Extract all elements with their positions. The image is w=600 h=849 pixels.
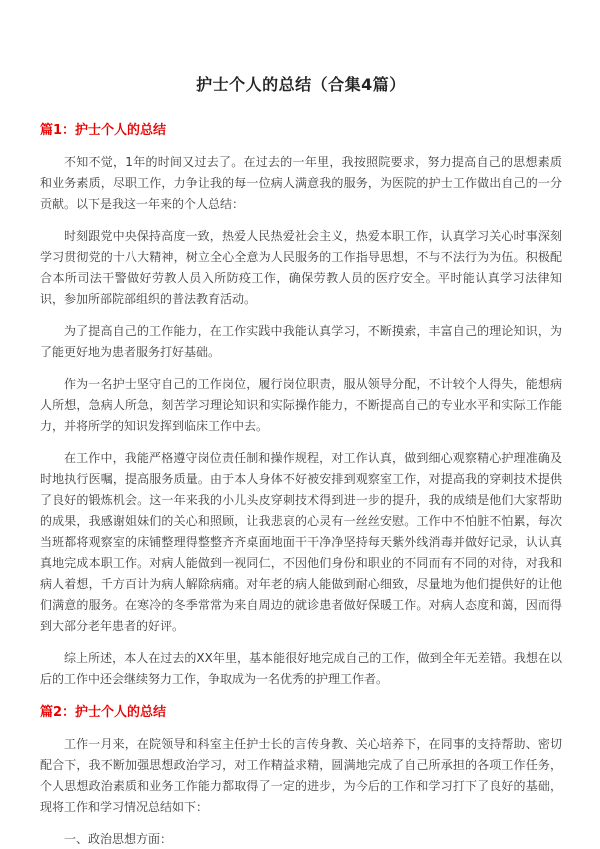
section-2 — [40, 701, 562, 849]
paragraph: 工作一月来，在院领导和科室主任护士长的言传身教、关心培养下，在同事的支持帮助、密切配合下，我不断加强思想政治学习，对工作精益求精，圆满地完成了自己所承担的各项工作任务，个人思想政治素质和业务工作能力都取得了一定的进步，为今后的工作和学习打下了良好的基础，现将工作和学习情况总结如下： — [40, 737, 562, 814]
paragraph: 不知不觉，1年的时间又过去了。在过去的一年里，我按照院要求，努力提高自己的思想素质和业务素质，尽职工作，力争让我的每一位病人满意我的服务，为医院的护士工作做出自己的一分贡献。以下是我这一年来的个人总结： — [40, 155, 562, 211]
paragraph: 一、政治思想方面： — [64, 832, 173, 846]
section-1 — [40, 119, 562, 690]
document-title: 护士个人的总结（合集4篇） — [196, 75, 406, 94]
paragraph: 时刻跟党中央保持高度一致，热爱人民热爱社会主义，热爱本职工作，认真学习关心时事深刻学习贯彻党的十八大精神，树立全心全意为人民服务的工作指导思想，不与不法行为为伍。积极配合本所司法干警做好劳教人员入所防疫工作，确保劳教人员的医疗安全。平时能认真学习法律知识，参加所部院部组织的普法教育活动。 — [40, 229, 562, 306]
paragraph: 综上所述，本人在过去的XX年里，基本能很好地完成自己的工作，做到全年无差错。我想在以后的工作中还会继续努力工作，争取成为一名优秀的护理工作者。 — [40, 651, 562, 686]
section-2-heading: 篇2：护士个人的总结 — [40, 705, 167, 720]
section-1-heading: 篇1：护士个人的总结 — [40, 123, 167, 138]
paragraph: 作为一名护士坚守自己的工作岗位，履行岗位职责，服从领导分配，不计较个人得失，能想病人所想，急病人所急，刻苦学习理论知识和实际操作能力，不断提高自己的专业水平和实际工作能力，并将所学的知识发挥到临床工作中去。 — [40, 377, 562, 433]
paragraph: 为了提高自己的工作能力，在工作实践中我能认真学习，不断摸索，丰富自己的理论知识，为了能更好地为患者服务打好基础。 — [40, 324, 562, 359]
paragraph: 在工作中，我能严格遵守岗位责任制和操作规程，对工作认真，做到细心观察精心护理准确及时地执行医嘱，提高服务质量。由于本人身体不好被安排到观察室工作，对提高我的穿刺技术提供了良好的锻炼机会。这一年来我的小儿头皮穿刺技术得到进一步的提升，我的成绩是他们大家帮助的成果，我感谢姐妹们的关心和照顾，让我悲哀的心灵有一丝丝安慰。工作中不怕脏不怕累，每次当班都将观察室的床铺整理得整整齐齐桌面地面干干净净坚持每天紫外线消毒并做好记录，认认真真地完成本职工作。对病人能做到一视同仁，不因他们身份和职业的不同而有不同的对待，对我和病人着想，千方百计为病人解除病痛。对年老的病人能做到耐心细致，尽量地为他们提供好的让他们满意的服务。在寒冷的冬季常常为来自周边的就诊患者做好保暖工作。对病人态度和蔼，因而得到大部分老年患者的好评。 — [40, 451, 562, 633]
